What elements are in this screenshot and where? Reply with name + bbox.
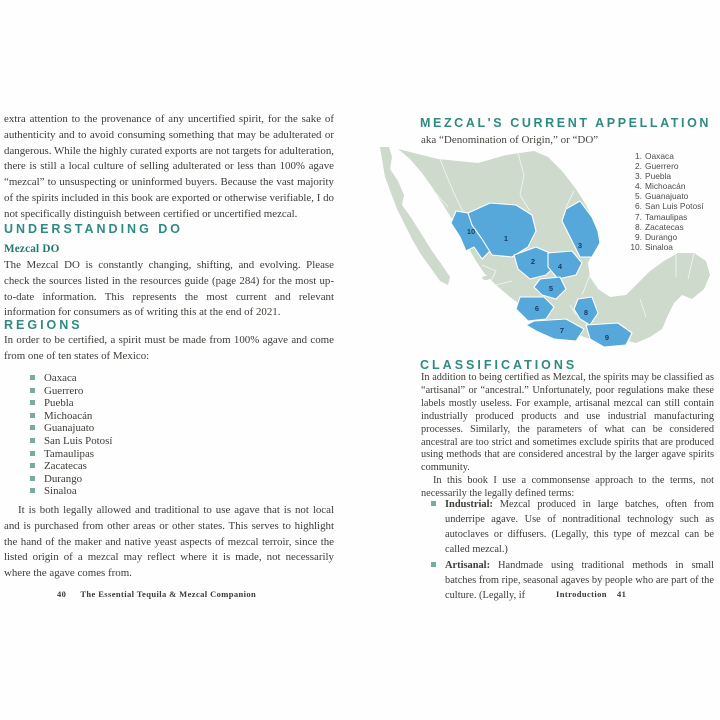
regions-list bbox=[30, 372, 310, 498]
terms-intro-paragraph: In this book I use a commonsense approach to the terms, not necessarily the legally defined terms: bbox=[421, 475, 714, 500]
legend-name: Michoacán bbox=[645, 181, 686, 192]
legend-item bbox=[630, 151, 715, 161]
map-marker-10: 10 bbox=[466, 227, 476, 236]
region-list-item bbox=[30, 385, 310, 398]
term-rest: Mezcal produced in large batches, often from underripe agave. Use of nontraditional technology such as autoclaves or diffusers. (Legally, this type of mezcal can be called mezcal.) bbox=[445, 499, 714, 555]
legend-item bbox=[630, 222, 715, 232]
map-marker-7: 7 bbox=[559, 326, 565, 335]
right-page-footer bbox=[556, 589, 626, 599]
map-marker-5: 5 bbox=[548, 284, 554, 293]
term-text bbox=[445, 497, 714, 557]
square-bullet-icon bbox=[30, 400, 35, 405]
square-bullet-icon bbox=[431, 501, 436, 506]
map-title: MEZCAL'S CURRENT APPELLATION bbox=[420, 116, 712, 130]
region-list-item bbox=[30, 397, 310, 410]
region-name: San Luis Potosí bbox=[44, 434, 113, 447]
legend-item bbox=[630, 232, 715, 242]
region-name: Guerrero bbox=[44, 384, 84, 397]
classifications-body bbox=[421, 372, 714, 501]
map-legend bbox=[630, 151, 715, 252]
square-bullet-icon bbox=[30, 425, 35, 430]
map-marker-6: 6 bbox=[534, 304, 540, 313]
region-name: Tamaulipas bbox=[44, 447, 95, 460]
legend-number: 10. bbox=[630, 241, 642, 252]
region-name: Puebla bbox=[44, 397, 74, 410]
map-subtitle: aka “Denomination of Origin,” or “DO” bbox=[421, 134, 599, 146]
square-bullet-icon bbox=[30, 438, 35, 443]
region-list-item bbox=[30, 473, 310, 486]
terms-list bbox=[431, 497, 714, 604]
region-name: Michoacán bbox=[44, 409, 93, 422]
classifications-paragraph: In addition to being certified as Mezcal, the spirits may be classified as “artisanal” or “ancestral.” Unfortunately, poor regulations make these labels mostly useless. For example, artisanal mezcal can still contain industrially produced products and use industrial manufacturing processes. Similarly, the parameters of what can be considered ancestral are too strict and sometimes exclude spirits that are produced using methods that are considered ancestral by the larger agave spirits community. bbox=[421, 372, 714, 474]
term-item bbox=[431, 497, 714, 557]
legend-number: 9. bbox=[635, 231, 642, 242]
legend-item bbox=[630, 171, 715, 181]
book-title: The Essential Tequila & Mezcal Companion bbox=[80, 589, 257, 599]
regions-intro-paragraph: In order to be certified, a spirit must be made from 100% agave and come from one of ten states of Mexico: bbox=[4, 334, 334, 362]
left-closing-paragraph: It is both legally allowed and traditional to use agave that is not local and is purchased from other areas or other states. This serves to highlight the hand of the maker and native yeast aspects of mezcal terroir, since the listed origin of a mezcal may reflect where it is made, not necessarily where the agave comes from. bbox=[4, 504, 334, 580]
legend-name: Tamaulipas bbox=[645, 211, 688, 222]
square-bullet-icon bbox=[30, 451, 35, 456]
square-bullet-icon bbox=[30, 476, 35, 481]
term-rest: Handmade using traditional methods in small batches from ripe, seasonal agaves by people who are part of the culture. (Legally, if bbox=[445, 560, 714, 601]
square-bullet-icon bbox=[30, 413, 35, 418]
legend-name: Guanajuato bbox=[645, 191, 689, 202]
legend-item bbox=[630, 201, 715, 211]
mezcal-do-subheading: Mezcal DO bbox=[4, 243, 60, 255]
legend-item bbox=[630, 181, 715, 191]
legend-name: Sinaloa bbox=[645, 241, 673, 252]
region-name: Guanajuato bbox=[44, 422, 95, 435]
map-marker-1: 1 bbox=[503, 234, 509, 243]
region-name: Zacatecas bbox=[44, 460, 87, 473]
legend-item bbox=[630, 191, 715, 201]
left-page-footer bbox=[57, 589, 256, 599]
right-page-number: 41 bbox=[616, 589, 627, 599]
legend-number: 2. bbox=[635, 161, 642, 172]
region-list-item bbox=[30, 435, 310, 448]
region-list-item bbox=[30, 410, 310, 423]
legend-number: 1. bbox=[635, 151, 642, 161]
square-bullet-icon bbox=[30, 488, 35, 493]
map-marker-3: 3 bbox=[577, 241, 583, 250]
legend-name: Guerrero bbox=[645, 161, 679, 172]
left-page-number: 40 bbox=[57, 589, 67, 599]
legend-name: Zacatecas bbox=[645, 221, 684, 232]
map-marker-4: 4 bbox=[557, 262, 563, 271]
term-lead: Industrial: bbox=[445, 499, 493, 510]
section-name: Introduction bbox=[556, 589, 607, 599]
region-name: Sinaloa bbox=[44, 485, 77, 498]
map-marker-9: 9 bbox=[604, 333, 610, 342]
mezcal-do-paragraph: The Mezcal DO is constantly changing, shifting, and evolving. Please check the sources listed in the resources guide (page 284) for the most up-to-date information. This represents the most current and relevant information for consumers as of writing this at the end of 2021. bbox=[4, 259, 334, 319]
term-lead: Artisanal: bbox=[445, 560, 491, 571]
square-bullet-icon bbox=[30, 388, 35, 393]
region-list-item bbox=[30, 372, 310, 385]
region-name: Durango bbox=[44, 472, 83, 485]
legend-number: 8. bbox=[635, 221, 642, 232]
legend-item bbox=[630, 212, 715, 222]
legend-number: 4. bbox=[635, 181, 642, 192]
legend-name: Oaxaca bbox=[645, 151, 674, 161]
map-island bbox=[482, 276, 490, 280]
classifications-heading: CLASSIFICATIONS bbox=[420, 358, 578, 372]
legend-number: 3. bbox=[635, 171, 642, 182]
square-bullet-icon bbox=[30, 463, 35, 468]
square-bullet-icon bbox=[431, 562, 436, 567]
region-list-item bbox=[30, 460, 310, 473]
legend-name: San Luis Potosí bbox=[645, 201, 704, 212]
map-marker-2: 2 bbox=[530, 257, 536, 266]
regions-heading: REGIONS bbox=[4, 318, 83, 332]
legend-name: Puebla bbox=[645, 171, 672, 182]
legend-name: Durango bbox=[645, 231, 678, 242]
legend-number: 5. bbox=[635, 191, 642, 202]
region-list-item bbox=[30, 422, 310, 435]
region-name: Oaxaca bbox=[44, 372, 77, 384]
legend-number: 7. bbox=[635, 211, 642, 222]
legend-item bbox=[630, 242, 715, 252]
square-bullet-icon bbox=[30, 375, 35, 380]
legend-number: 6. bbox=[635, 201, 642, 212]
understanding-do-heading: UNDERSTANDING DO bbox=[4, 222, 184, 236]
map-marker-8: 8 bbox=[583, 308, 589, 317]
legend-item bbox=[630, 161, 715, 171]
region-list-item bbox=[30, 485, 310, 498]
left-intro-paragraph: extra attention to the provenance of any uncertified spirit, for the sake of authenticity and to avoid consuming something that may be adulterated or dangerous. While the highly curated exports are not targets for adulteration, there is still a local culture of selling adulterated or less than 100% agave “mezcal” to unsuspecting or uninformed buyers. Because the vast majority of the spirits included in this book are exported or otherwise verifiable, I do not specifically distinguish between certified or uncertified mezcal. bbox=[4, 113, 334, 220]
region-list-item bbox=[30, 448, 310, 461]
